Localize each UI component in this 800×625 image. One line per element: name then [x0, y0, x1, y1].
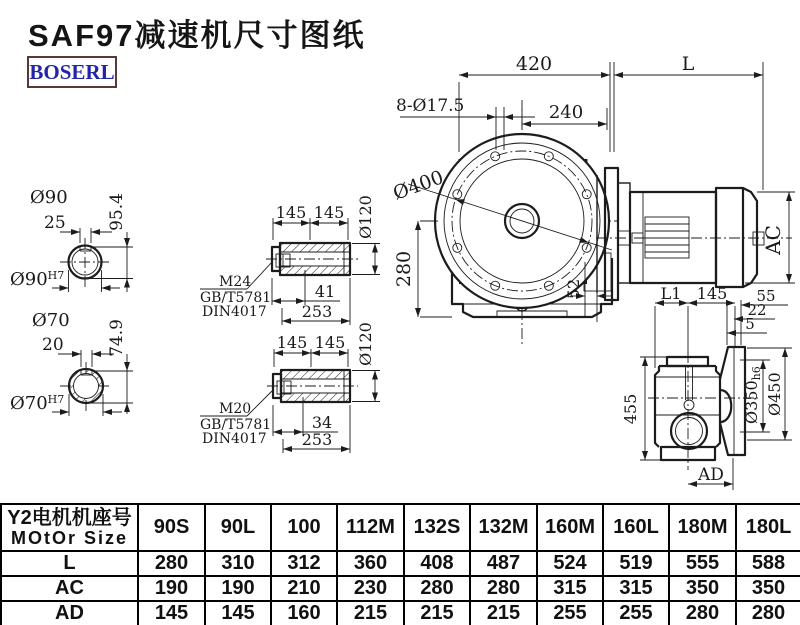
col-160M: 160M — [537, 504, 603, 551]
cell-AC-8: 350 — [669, 576, 736, 601]
row-label-AD: AD — [1, 601, 138, 625]
cell-L-2: 312 — [271, 551, 337, 576]
col-90S: 90S — [138, 504, 205, 551]
label-d90-bore: $Ø90^{H7}$ — [10, 269, 65, 290]
row-label-AC: AC — [1, 576, 138, 601]
dim-145-side: 145 — [696, 284, 728, 303]
col-180L: 180L — [736, 504, 800, 551]
hollow-shaft-m20 — [200, 322, 380, 453]
dim-280: 280 — [393, 250, 415, 288]
dim-L1: L1 — [660, 284, 682, 303]
dim-420: 420 — [515, 53, 553, 75]
cell-AD-3: 215 — [337, 601, 404, 625]
cell-L-4: 408 — [404, 551, 470, 576]
cell-AC-2: 210 — [271, 576, 337, 601]
dim-bolt-circle: Ø400 — [390, 166, 447, 205]
dim-253-bottom: 253 — [301, 430, 333, 449]
label-d90: Ø90 — [30, 187, 68, 208]
cell-AD-9: 280 — [736, 601, 800, 625]
dim-55: 55 — [756, 287, 776, 305]
cell-L-3: 360 — [337, 551, 404, 576]
cell-L-7: 519 — [603, 551, 669, 576]
cell-AD-8: 280 — [669, 601, 736, 625]
cell-AD-2: 160 — [271, 601, 337, 625]
table-header-motor-size — [1, 504, 138, 551]
col-132M: 132M — [470, 504, 537, 551]
cell-L-0: 280 — [138, 551, 205, 576]
dim-d450: Ø450 — [765, 372, 784, 416]
label-d70: Ø70 — [32, 310, 70, 331]
dim-145a: 145 — [275, 203, 307, 222]
label-gb-2: GB/T5781 — [200, 417, 272, 433]
dim-253-top: 253 — [301, 302, 333, 321]
output-side-view — [621, 284, 792, 490]
cell-AC-1: 190 — [205, 576, 271, 601]
brand-logo-text: BOSERL — [29, 59, 115, 84]
cell-AC-3: 230 — [337, 576, 404, 601]
cell-L-5: 487 — [470, 551, 537, 576]
cell-L-1: 310 — [205, 551, 271, 576]
cell-AC-6: 315 — [537, 576, 603, 601]
dim-90-height: 95.4 — [107, 193, 127, 231]
cell-AD-5: 215 — [470, 601, 537, 625]
label-din-2: DIN4017 — [202, 431, 267, 447]
dim-22: 22 — [747, 301, 767, 319]
dim-90-width: 25 — [44, 213, 66, 233]
dim-145c: 145 — [276, 333, 308, 352]
cell-AC-5: 280 — [470, 576, 537, 601]
cell-AD-6: 255 — [537, 601, 603, 625]
cell-AD-4: 215 — [404, 601, 470, 625]
cell-AD-7: 255 — [603, 601, 669, 625]
dim-145b: 145 — [313, 203, 345, 222]
col-160L: 160L — [603, 504, 669, 551]
col-100: 100 — [271, 504, 337, 551]
dim-d120-top: Ø120 — [356, 195, 375, 239]
label-gb-1: GB/T5781 — [200, 290, 272, 306]
shaft-end-view-90 — [10, 187, 133, 292]
shaft-end-view-70 — [10, 310, 133, 416]
header-en: MOtOr Size — [10, 527, 128, 548]
dim-bolt-holes: 8-Ø17.5 — [396, 96, 465, 116]
dim-5: 5 — [745, 315, 755, 333]
cell-AD-0: 145 — [138, 601, 205, 625]
label-m24: M24 — [219, 274, 252, 290]
label-din-1: DIN4017 — [202, 304, 267, 320]
cell-L-9: 588 — [736, 551, 800, 576]
dimensions-table — [0, 503, 800, 625]
dim-41: 41 — [314, 282, 336, 301]
motor-side — [596, 168, 795, 300]
cell-AC-9: 350 — [736, 576, 800, 601]
cell-AC-7: 315 — [603, 576, 669, 601]
hollow-shaft-m24 — [200, 195, 380, 325]
dim-AD: AD — [698, 465, 724, 485]
dim-L: L — [681, 53, 695, 75]
dim-240: 240 — [548, 102, 584, 123]
page-title: SAF97减速机尺寸图纸 — [28, 18, 366, 53]
table-row-AC — [1, 576, 800, 601]
col-132S: 132S — [404, 504, 470, 551]
col-90L: 90L — [205, 504, 271, 551]
cell-L-8: 555 — [669, 551, 736, 576]
label-d70-bore: $Ø70^{H7}$ — [10, 393, 65, 414]
label-m20: M20 — [219, 401, 252, 417]
dim-145d: 145 — [314, 333, 346, 352]
dim-34: 34 — [311, 413, 333, 432]
cell-AC-0: 190 — [138, 576, 205, 601]
dim-d350: Ø350h6 — [742, 366, 763, 424]
header-cn: Y2电机机座号 — [7, 506, 132, 529]
table-row-AD — [1, 601, 800, 625]
dim-d120-bottom: Ø120 — [356, 322, 375, 366]
dim-52: 52 — [564, 278, 583, 300]
col-112M: 112M — [337, 504, 404, 551]
dim-70-height: 74.9 — [107, 319, 127, 357]
col-180M: 180M — [669, 504, 736, 551]
dim-455: 455 — [621, 393, 640, 425]
cell-AD-1: 145 — [205, 601, 271, 625]
table-row-L — [1, 551, 800, 576]
cell-L-6: 524 — [537, 551, 603, 576]
dim-70-width: 20 — [42, 335, 64, 355]
cell-AC-4: 280 — [404, 576, 470, 601]
row-label-L: L — [1, 551, 138, 576]
dim-AC: AC — [761, 225, 785, 255]
